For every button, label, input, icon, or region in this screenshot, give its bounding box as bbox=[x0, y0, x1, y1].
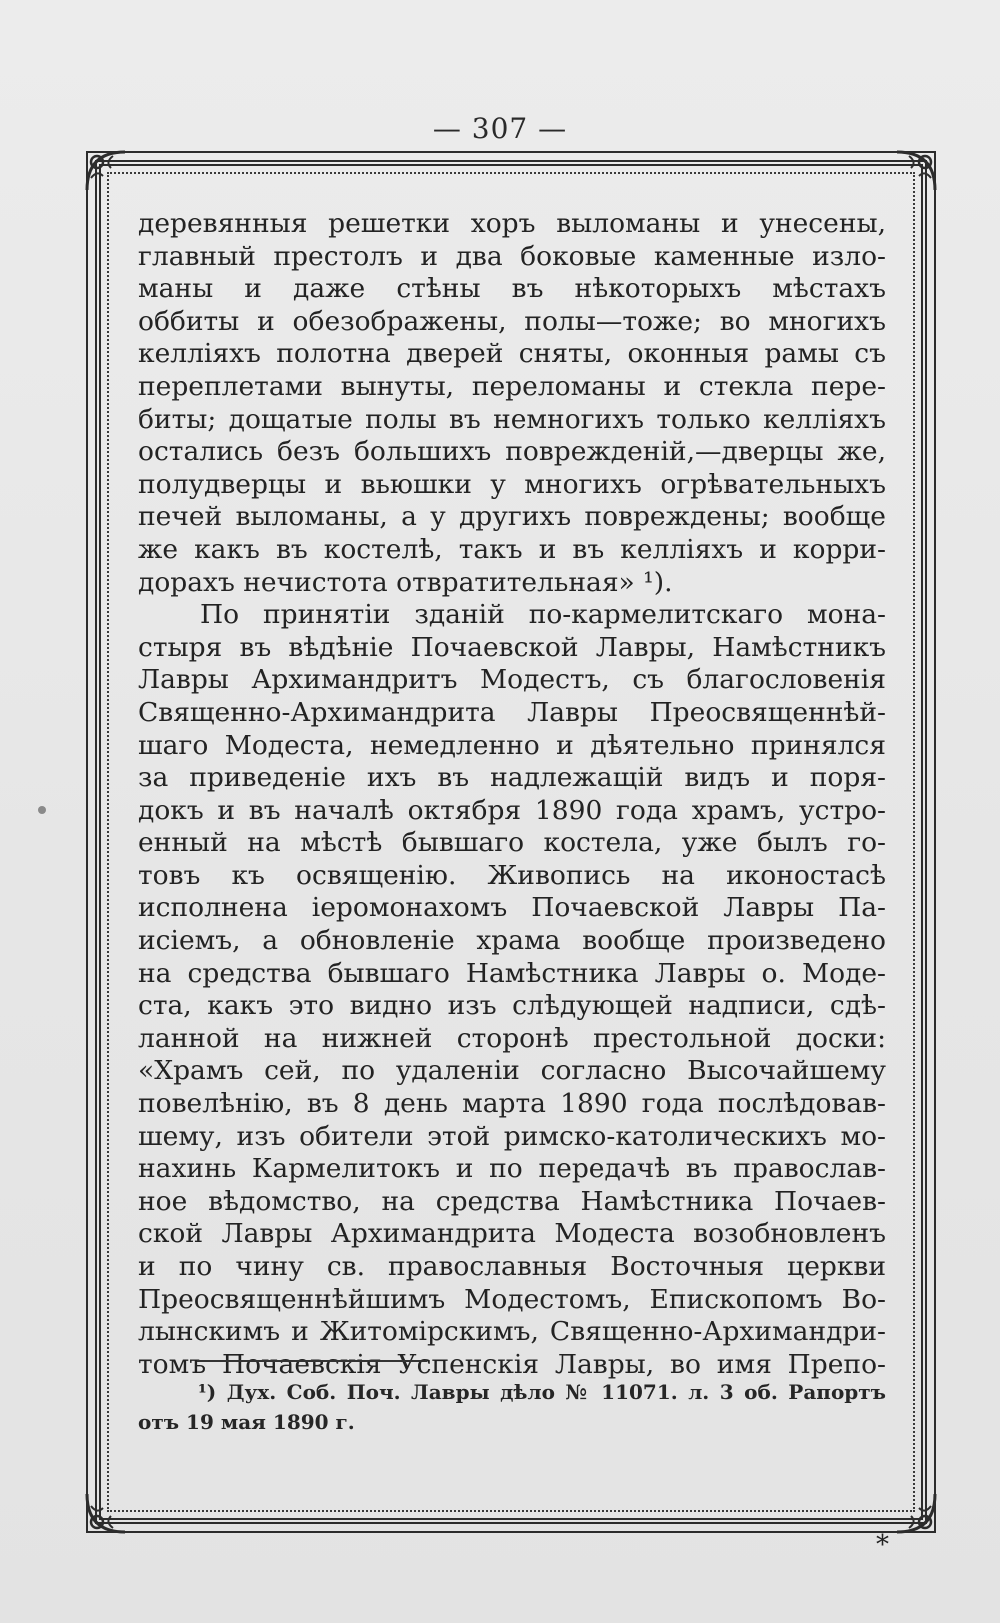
text-line: исполнена іеромонахомъ Почаевской Лавры Па- bbox=[138, 892, 886, 924]
text-line: биты; дощатые полы въ немногихъ только келліяхъ bbox=[138, 403, 886, 435]
text-line: келліяхъ полотна дверей сняты, оконныя рамы съ bbox=[138, 338, 886, 370]
text-line: исіемъ, а обновленіе храма вообще произведено bbox=[138, 925, 886, 957]
margin-speck bbox=[38, 806, 46, 814]
text-line: товъ къ освященію. Живопись на иконостасѣ bbox=[138, 859, 886, 891]
text-line: же какъ въ костелѣ, такъ и въ келліяхъ и корри- bbox=[138, 533, 886, 565]
text-line: нахинь Кармелитокъ и по передачѣ въ православ- bbox=[138, 1153, 886, 1185]
footnote-line: ¹) Дух. Соб. Поч. Лавры дѣло № 11071. л. 3 об. Рапортъ bbox=[198, 1380, 886, 1404]
paragraph-start-line: По принятіи зданій по-кармелитскаго мона- bbox=[200, 599, 886, 631]
text-line: ской Лавры Архимандрита Модеста возобновленъ bbox=[138, 1218, 886, 1250]
footnote-divider bbox=[197, 1360, 427, 1362]
text-line: полудверцы и вьюшки у многихъ огрѣвательныхъ bbox=[138, 468, 886, 500]
text-line: енный на мѣстѣ бывшаго костела, уже былъ го- bbox=[138, 827, 886, 859]
signature-mark-icon: * bbox=[876, 1530, 889, 1560]
page-number: — 307 — bbox=[432, 112, 568, 145]
text-line: деревянныя решетки хоръ выломаны и унесены, bbox=[138, 208, 886, 239]
text-line: томъ Почаевскія Успенскія Лавры, во имя Препо- bbox=[138, 1348, 886, 1380]
corner-ornament-icon bbox=[83, 148, 129, 194]
corner-ornament-icon bbox=[83, 1490, 129, 1536]
text-line: дорахъ нечистота отвратительная» ¹). bbox=[138, 566, 673, 598]
text-line: Священно-Архимандрита Лавры Преосвященнѣй- bbox=[138, 696, 886, 728]
footnote-line: отъ 19 мая 1890 г. bbox=[138, 1410, 355, 1434]
text-line: ное вѣдомство, на средства Намѣстника Почаев- bbox=[138, 1185, 886, 1217]
text-line: переплетами вынуты, переломаны и стекла пере- bbox=[138, 370, 886, 402]
text-line: шему, изъ обители этой римско-католическихъ мо- bbox=[138, 1120, 886, 1152]
text-line: Лавры Архимандритъ Модестъ, съ благословенія bbox=[138, 664, 886, 696]
text-line: печей выломаны, а у другихъ повреждены; вообще bbox=[138, 501, 886, 533]
text-line: ста, какъ это видно изъ слѣдующей надписи, сдѣ- bbox=[138, 990, 886, 1022]
text-line: «Храмъ сей, по удаленіи согласно Высочайшему bbox=[138, 1055, 886, 1087]
text-line: главный престолъ и два боковые каменные изло- bbox=[138, 240, 886, 272]
text-line: повелѣнію, въ 8 день марта 1890 года послѣдовав- bbox=[138, 1088, 886, 1120]
corner-ornament-icon bbox=[893, 148, 939, 194]
text-line: за приведеніе ихъ въ надлежащій видъ и поря- bbox=[138, 762, 886, 794]
text-line: лынскимъ и Житомірскимъ, Священно-Архимандри- bbox=[138, 1316, 886, 1348]
text-line: оббиты и обезображены, полы—тоже; во многихъ bbox=[138, 305, 886, 337]
body-text bbox=[138, 208, 886, 1381]
corner-ornament-icon bbox=[893, 1490, 939, 1536]
text-line: стыря въ вѣдѣніе Почаевской Лавры, Намѣстникъ bbox=[138, 631, 886, 663]
text-line: маны и даже стѣны въ нѣкоторыхъ мѣстахъ bbox=[138, 273, 886, 305]
footnotes bbox=[138, 1377, 886, 1437]
text-line: и по чину св. православныя Восточныя церкви bbox=[138, 1251, 886, 1282]
text-line: шаго Модеста, немедленно и дѣятельно принялся bbox=[138, 729, 886, 761]
text-line: Преосвященнѣйшимъ Модестомъ, Епископомъ Во- bbox=[138, 1283, 886, 1315]
text-line: ланной на нижней сторонѣ престольной доски: bbox=[138, 1022, 886, 1054]
text-line: докъ и въ началѣ октября 1890 года храмъ, устро- bbox=[138, 794, 886, 826]
text-line: остались безъ большихъ поврежденій,—дверцы же, bbox=[138, 436, 886, 468]
text-line: на средства бывшаго Намѣстника Лавры о. Моде- bbox=[138, 957, 886, 989]
